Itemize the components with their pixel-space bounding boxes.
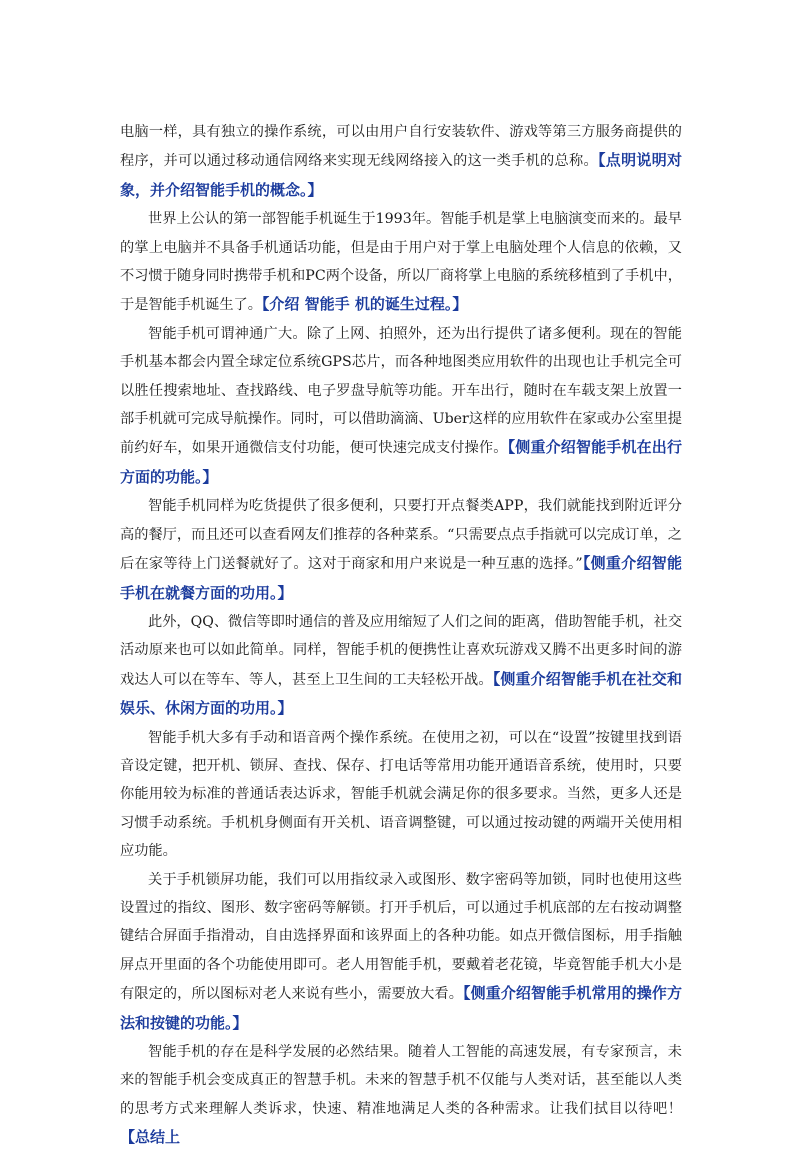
annotation: 【侧重介绍智能手机常用的操作方法和按键的功能。】 xyxy=(120,984,682,1032)
paragraph-text: 世界上公认的第一部智能手机诞生于1993年。智能手机是掌上电脑演变而来的。最早的掌上电脑并不具备手机通话功能，但是由于用户对于掌上电脑处理个人信息的依赖，又不习惯于随身同时携带手机和PC两个设备，所以厂商将掌上电脑的系统移植到了手机中，于是智能手机诞生了。 xyxy=(120,211,682,314)
paragraph-7 xyxy=(120,866,682,1038)
paragraph-text: 此外，QQ、微信等即时通信的普及应用缩短了人们之间的距离，借助智能手机，社交活动原来也可以如此简单。同样，智能手机的便携性让喜欢玩游戏又腾不出更多时间的游戏达人可以在等车、等人，甚至上卫生间的工夫轻松开战。 xyxy=(120,613,683,688)
paragraph-text: 智能手机可谓神通广大。除了上网、拍照外，还为出行提供了诸多便利。现在的智能手机基本都会内置全球定位系统GPS芯片，而各种地图类应用软件的出现也让手机完全可以胜任搜索地址、查找路线、电子罗盘导航等功能。开车出行，随时在车载支架上放置一部手机就可完成导航操作。同时，可以借助滴滴、Uber这样的应用软件在家或办公室里提前约好车，如果开通微信支付功能，便可快速完成支付操作。 xyxy=(120,325,682,457)
annotation: 【侧重介绍智能手机在社交和娱乐、休闲方面的功用。】 xyxy=(120,669,682,718)
paragraph-text: 智能手机的存在是科学发展的必然结果。随着人工智能的高速发展，有专家预言，未来的智能手机会变成真正的智慧手机。未来的智慧手机不仅能与人类对话，甚至能以人类的思考方式来理解人类诉求，快速、精准地满足人类的各种需求。让我们拭目以待吧！ xyxy=(120,1044,682,1117)
paragraph-text: 电脑一样，具有独立的操作系统，可以由用户自行安装软件、游戏等第三方服务商提供的程序，并可以通过移动通信网络来实现无线网络接入的这一类手机的总称。 xyxy=(120,124,682,170)
annotation: 【总结上 xyxy=(120,1128,181,1147)
annotation: 【点明说明对象，并介绍智能手机的概念。】 xyxy=(120,151,682,199)
annotation: 【介绍 智能手 机的诞生过程。】 xyxy=(261,295,468,314)
paragraph-text: 智能手机大多有手动和语音两个操作系统。在使用之初，可以在“设置”按键里找到语音设定键，把开机、锁屏、查找、保存、打电话等常用功能开通语音系统，使用时，只要你能用较为标准的普通话表达诉求，智能手机就会满足你的很多要求。当然，更多人还是习惯手动系统。手机机身侧面有开关机、语音调整键，可以通过按动键的两端开关使用相应功能。 xyxy=(120,729,682,860)
article-body xyxy=(120,118,682,1153)
paragraph-2 xyxy=(120,205,682,320)
annotation: 【侧重介绍智能手机在出行方面的功能。】 xyxy=(120,438,682,486)
paragraph-6 xyxy=(120,724,682,866)
paragraph-text: 关于手机锁屏功能，我们可以用指纹录入或图形、数字密码等加锁，同时也使用这些设置过的指纹、图形、数字密码等解锁。打开手机后，可以通过手机底部的左右按动调整键结合屏面手指滑动，自由选择界面和该界面上的各种功能。如点开微信图标，用手指触屏点开里面的各个功能使用即可。老人用智能手机，要戴着老花镜，毕竟智能手机大小是有限定的，所以图标对老人来说有些小，需要放大看。 xyxy=(120,871,682,1003)
paragraph-8 xyxy=(120,1038,682,1153)
paragraph-1 xyxy=(120,118,682,205)
paragraph-text: 智能手机同样为吃货提供了很多便利，只要打开点餐类APP，我们就能找到附近评分高的餐厅，而且还可以查看网友们推荐的各种菜系。“只需要点点手指就可以完成订单，之后在家等待上门送餐就好了。这对于商家和用户来说是一种互惠的选择。” xyxy=(120,498,682,573)
paragraph-4 xyxy=(120,492,682,608)
annotation: 【侧重介绍智能手机在就餐方面的功用。】 xyxy=(120,554,682,602)
paragraph-5 xyxy=(120,608,682,724)
paragraph-3 xyxy=(120,320,682,492)
